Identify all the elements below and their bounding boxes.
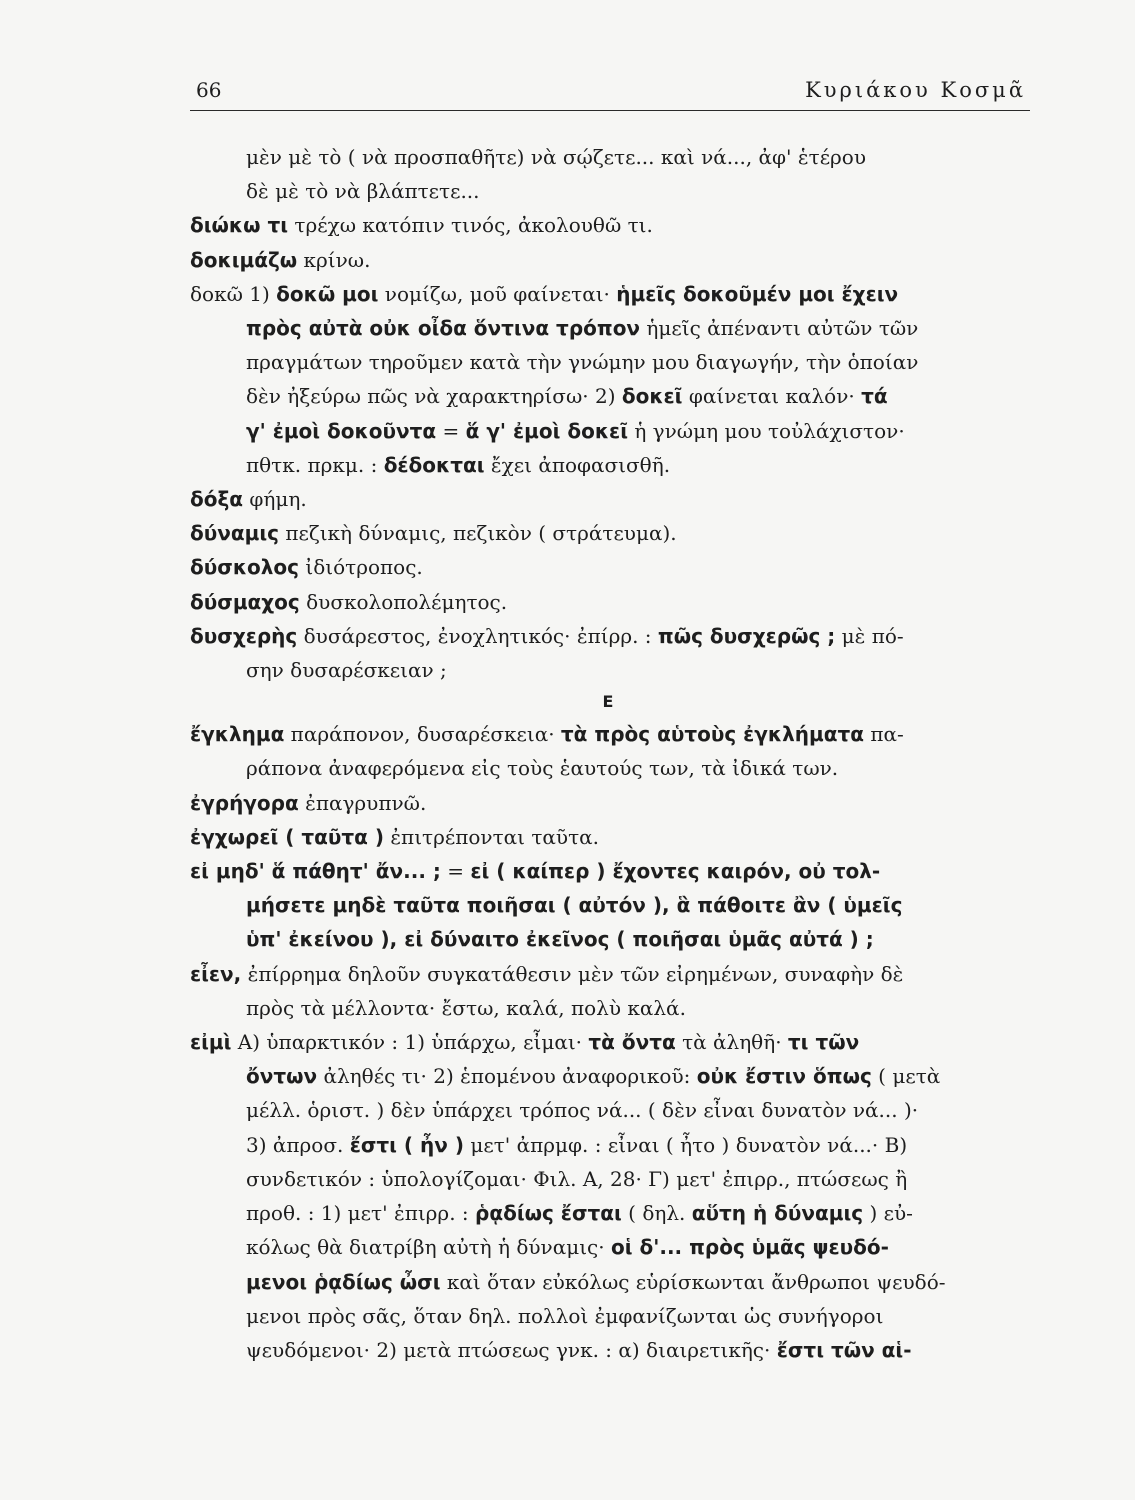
definition-text: ἡ γνώμη μου τοὐλάχιστον· bbox=[627, 418, 905, 443]
lemma-text: μενοι ῥᾳδίως ὦσι bbox=[246, 1269, 441, 1294]
entry-line bbox=[190, 311, 1026, 345]
entry-line-head bbox=[190, 717, 1026, 751]
lemma-text: ἐγχωρεῖ ( ταῦτα ) bbox=[190, 824, 384, 849]
definition-text: πραγμάτων τηροῦμεν κατὰ τὴν γνώμην μου διαγωγήν, τὴν ὁποίαν bbox=[246, 350, 919, 375]
section-letter: Ε bbox=[602, 692, 614, 712]
entry-line-head bbox=[190, 208, 1026, 242]
definition-text: δὲν ἠξεύρω πῶς νὰ χαρακτηρίσω· 2) bbox=[246, 384, 622, 409]
entry-line bbox=[190, 1333, 1026, 1367]
lemma-text: οἱ δ'... πρὸς ὑμᾶς ψευδό- bbox=[610, 1235, 889, 1260]
lemma-text: δόξα bbox=[190, 487, 244, 512]
definition-text: πρὸς τὰ μέλλοντα· ἔστω, καλά, πολὺ καλά. bbox=[246, 995, 686, 1020]
definition-text: ἐπίρρημα δηλοῦν συγκατάθεσιν μὲν τῶν εἰρημένων, συναφὴν δὲ bbox=[241, 961, 904, 986]
definition-text: πεζικὴ δύναμις, πεζικὸν ( στράτευμα). bbox=[278, 521, 677, 546]
entry-line-head bbox=[190, 482, 1026, 516]
lemma-text: μήσετε μηδὲ ταῦτα ποιῆσαι ( αὐτόν ), ἃ πάθοιτε ἂν ( ὑμεῖς bbox=[246, 893, 903, 918]
lemma-text: ἔστι τῶν αἱ- bbox=[776, 1337, 912, 1362]
definition-text: τὰ ἀληθῆ· bbox=[675, 1030, 788, 1055]
dictionary-text bbox=[190, 140, 1026, 1367]
definition-text: δυσάρεστος, ἐνοχλητικός· ἐπίρρ. : bbox=[297, 623, 658, 648]
entry-line bbox=[190, 1265, 1026, 1299]
definition-text: ἐπαγρυπνῶ. bbox=[298, 790, 427, 815]
definition-text: = bbox=[440, 859, 471, 884]
definition-text: συνδετικόν : ὑπολογίζομαι· Φιλ. Α, 28· Γ) μετ' ἐπιρρ., πτώσεως ἢ bbox=[246, 1166, 908, 1191]
entry-line bbox=[190, 1059, 1026, 1093]
entry-line-head bbox=[190, 957, 1026, 991]
lemma-text: ὑπ' ἐκείνου ), εἰ δύναιτο ἐκεῖνος ( ποιῆσαι ὑμᾶς αὐτά ) ; bbox=[246, 927, 874, 952]
lemma-text: τὰ ὄντα bbox=[588, 1030, 676, 1055]
entry-line-head bbox=[190, 585, 1026, 619]
definition-text: δοκῶ 1) bbox=[190, 281, 277, 306]
entry-line bbox=[190, 922, 1026, 956]
definition-text: Α) ὑπαρκτικόν : 1) ὑπάρχω, εἶμαι· bbox=[231, 1030, 589, 1055]
definition-text: ψευδόμενοι· 2) μετὰ πτώσεως γνκ. : α) διαιρετικῆς· bbox=[246, 1337, 777, 1362]
definition-text: παράπονον, δυσαρέσκεια· bbox=[284, 722, 561, 747]
entry-line-head bbox=[190, 550, 1026, 584]
entry-line bbox=[190, 345, 1026, 379]
entry-line bbox=[190, 751, 1026, 785]
definition-text: ) εὐ- bbox=[863, 1201, 913, 1226]
lemma-text: δύσμαχος bbox=[190, 589, 300, 614]
definition-text: μὲ πό- bbox=[835, 623, 904, 648]
definition-text: ἡμεῖς ἀπέναντι αὐτῶν τῶν bbox=[640, 316, 919, 341]
entry-line-head bbox=[190, 619, 1026, 653]
definition-text: προθ. : 1) μετ' ἐπιρρ. : bbox=[246, 1201, 476, 1226]
lemma-text: εἶεν, bbox=[190, 961, 242, 986]
definition-text: ἐπιτρέπονται ταῦτα. bbox=[383, 824, 599, 849]
entry-line bbox=[190, 414, 1026, 448]
lemma-text: αὕτη ἡ δύναμις bbox=[691, 1201, 864, 1226]
lemma-text: πρὸς αὐτὰ οὐκ οἶδα ὅντινα τρόπον bbox=[246, 316, 641, 341]
lemma-text: δέδοκται bbox=[383, 452, 485, 477]
page-header bbox=[190, 76, 1030, 111]
definition-text: φήμη. bbox=[243, 487, 307, 512]
lemma-text: ῥᾳδίως ἔσται bbox=[475, 1201, 622, 1226]
entry-line bbox=[190, 174, 1026, 208]
definition-text: ἔχει ἀποφασισθῆ. bbox=[484, 452, 671, 477]
entry-line-head bbox=[190, 277, 1026, 311]
running-head: Κυριάκου Κοσμᾶ bbox=[805, 78, 1026, 102]
definition-text: τρέχω κατόπιν τινός, ἀκολουθῶ τι. bbox=[288, 213, 653, 238]
entry-line-head bbox=[190, 1025, 1026, 1059]
definition-text: καὶ ὅταν εὐκόλως εὑρίσκωνται ἄνθρωποι ψευδό- bbox=[440, 1269, 946, 1294]
lemma-text: εἰμὶ bbox=[190, 1030, 232, 1055]
definition-text: σην δυσαρέσκειαν ; bbox=[246, 658, 447, 683]
definition-text: ἀληθές τι· 2) ἑπομένου ἀναφορικοῦ: bbox=[317, 1064, 697, 1089]
definition-text: μὲν μὲ τὸ ( νὰ προσπαθῆτε) νὰ σῴζετε... καὶ νά..., ἀφ' ἑτέρου bbox=[246, 145, 867, 169]
entry-line bbox=[190, 379, 1026, 413]
page-number: 66 bbox=[196, 78, 222, 102]
lemma-text: δοκεῖ bbox=[621, 384, 683, 409]
definition-text: ράπονα ἀναφερόμενα εἰς τοὺς ἑαυτούς των, τὰ ἰδικά των. bbox=[246, 756, 839, 781]
lemma-text: δύσκολος bbox=[190, 555, 300, 580]
lemma-text: δοκιμάζω bbox=[190, 247, 298, 272]
lemma-text: γ' ἐμοὶ δοκοῦντα bbox=[246, 418, 437, 443]
entry-line bbox=[190, 1162, 1026, 1196]
lemma-text: ἐγρήγορα bbox=[190, 790, 299, 815]
lemma-text: ἔγκλημα bbox=[190, 722, 285, 747]
entry-line bbox=[190, 991, 1026, 1025]
entry-line bbox=[190, 140, 1026, 174]
definition-text: πθτκ. πρκμ. : bbox=[246, 452, 384, 477]
definition-text: ( δηλ. bbox=[621, 1201, 692, 1226]
entry-line bbox=[190, 653, 1026, 687]
entry-line bbox=[190, 1093, 1026, 1127]
entry-line bbox=[190, 1299, 1026, 1333]
lemma-text: ἅ γ' ἐμοὶ δοκεῖ bbox=[465, 418, 628, 443]
lemma-text: δοκῶ μοι bbox=[276, 281, 379, 306]
lemma-text: δυσχερὴς bbox=[190, 623, 298, 648]
definition-text: κρίνω. bbox=[297, 247, 371, 272]
lemma-text: δύναμις bbox=[190, 521, 279, 546]
entry-line bbox=[190, 1128, 1026, 1162]
definition-text: κόλως θὰ διατρίβη αὐτὴ ἡ δύναμις· bbox=[246, 1235, 611, 1260]
lemma-text: ὄντων bbox=[246, 1064, 318, 1089]
definition-text: μέλλ. ὁριστ. ) δὲν ὑπάρχει τρόπος νά... ( δὲν εἶναι δυνατὸν νά... )· bbox=[246, 1098, 919, 1123]
entry-line bbox=[190, 1196, 1026, 1230]
definition-text: = bbox=[436, 418, 466, 443]
entry-line bbox=[190, 888, 1026, 922]
lemma-text: πῶς δυσχερῶς ; bbox=[657, 623, 836, 648]
lemma-text: ἔστι ( ἦν ) bbox=[349, 1132, 464, 1157]
definition-text: νομίζω, μοῦ φαίνεται· bbox=[378, 281, 617, 306]
lemma-text: οὐκ ἔστιν ὅπως bbox=[696, 1064, 872, 1089]
definition-text: ἰδιότροπος. bbox=[299, 555, 423, 580]
definition-text: φαίνεται καλόν· bbox=[682, 384, 862, 409]
definition-text: πα- bbox=[863, 722, 904, 747]
entry-line bbox=[190, 1230, 1026, 1264]
lemma-text: τά bbox=[861, 384, 888, 409]
entry-line-head bbox=[190, 854, 1026, 888]
lemma-text: διώκω τι bbox=[190, 213, 289, 238]
entry-line bbox=[190, 448, 1026, 482]
definition-text: μενοι πρὸς σᾶς, ὅταν δηλ. πολλοὶ ἐμφανίζωνται ὡς συνήγοροι bbox=[246, 1303, 884, 1328]
lemma-text: ἡμεῖς δοκοῦμέν μοι ἔχειν bbox=[616, 281, 899, 306]
definition-text: δυσκολοπολέμητος. bbox=[299, 589, 508, 614]
entry-line-head bbox=[190, 243, 1026, 277]
definition-text: δὲ μὲ τὸ νὰ βλάπτετε... bbox=[246, 179, 480, 204]
definition-text: μετ' ἀπρμφ. : εἶναι ( ἦτο ) δυνατὸν νά...· Β) bbox=[464, 1132, 908, 1157]
lemma-text: τὰ πρὸς αὑτοὺς ἐγκλήματα bbox=[560, 722, 864, 747]
entry-line-head bbox=[190, 820, 1026, 854]
lemma-text: τι τῶν bbox=[787, 1030, 860, 1055]
lemma-text: εἰ μηδ' ἅ πάθητ' ἄν... ; bbox=[190, 859, 441, 884]
definition-text: ( μετὰ bbox=[871, 1064, 941, 1089]
entry-line-head bbox=[190, 786, 1026, 820]
lemma-text: εἰ ( καίπερ ) ἔχοντες καιρόν, οὐ τολ- bbox=[470, 859, 881, 884]
definition-text: 3) ἀπροσ. bbox=[246, 1132, 350, 1157]
entry-line-head bbox=[190, 516, 1026, 550]
